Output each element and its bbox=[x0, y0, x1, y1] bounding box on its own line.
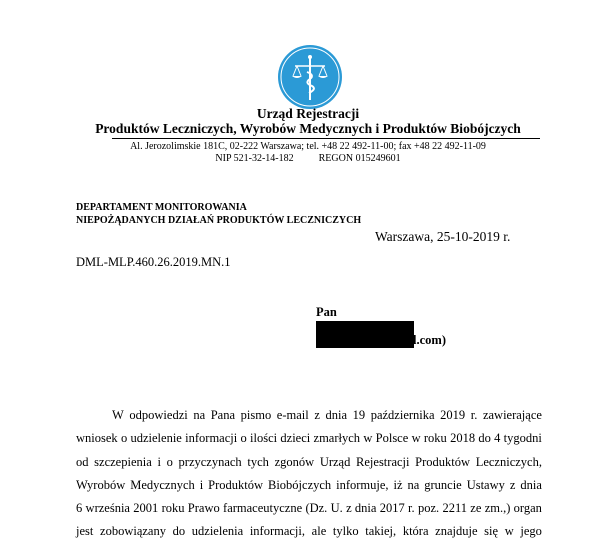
header-divider bbox=[112, 138, 540, 139]
body-line: jest zobowiązany do udzielenia informacji, ale tylko takiej, która znajduje się w jego bbox=[76, 524, 542, 539]
letter-body bbox=[76, 404, 542, 544]
body-line: od szczepienia i o przyczynach tych zgonów Urząd Rejestracji Produktów Leczniczych, bbox=[76, 454, 542, 469]
reference-number: DML-MLP.460.26.2019.MN.1 bbox=[76, 255, 231, 269]
recipient-email-suffix: @gmail.com) bbox=[375, 333, 446, 347]
org-name-line1: Urząd Rejestracji bbox=[256, 106, 360, 121]
tax-id-line: NIP 521-32-14-182 REGON 015249601 bbox=[215, 153, 401, 164]
body-line: Wyrobów Medycznych i Produktów Biobójczych informuje, iż na gruncie Ustawy z dnia bbox=[76, 477, 542, 492]
org-name-line2: Produktów Leczniczych, Wyrobów Medycznych i Produktów Biobójczych bbox=[95, 121, 521, 136]
body-line: W odpowiedzi na Pana pismo e-mail z dnia 19 października 2019 r. zawierające bbox=[112, 408, 542, 422]
recipient-salutation: Pan bbox=[316, 305, 337, 319]
agency-logo-icon bbox=[277, 44, 343, 110]
department-line1: DEPARTAMENT MONITOROWANIA bbox=[76, 202, 247, 213]
department-line2: NIEPOŻĄDANYCH DZIAŁAŃ PRODUKTÓW LECZNICZYCH bbox=[76, 215, 362, 226]
place-date: Warszawa, 25-10-2019 r. bbox=[375, 229, 511, 244]
body-line: 6 września 2001 roku Prawo farmaceutyczne (Dz. U. z dnia 2017 r. poz. 2211 ze zm.,) organ bbox=[76, 501, 542, 516]
body-line: wniosek o udzielenie informacji o ilości dzieci zmarłych w Polsce w roku 2018 do 4 tygodni bbox=[76, 431, 542, 446]
address-line: Al. Jerozolimskie 181C, 02-222 Warszawa; tel. +48 22 492-11-00; fax +48 22 492-11-09 bbox=[130, 141, 486, 152]
